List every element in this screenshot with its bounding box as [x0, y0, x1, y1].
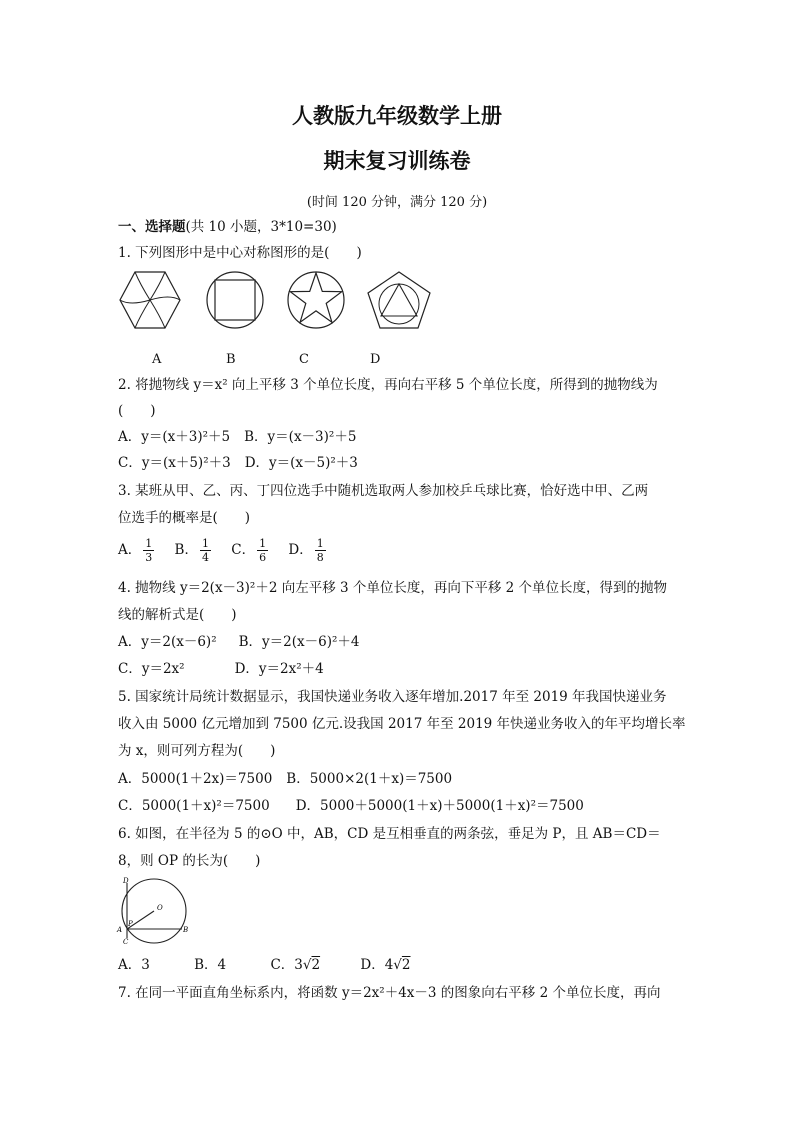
q5-options-row2 [118, 797, 598, 815]
q3-options [118, 537, 328, 564]
label-a: A [152, 352, 162, 367]
figure-d-pentagon-triangle [366, 270, 432, 330]
sqrt-sign: √ [302, 957, 312, 973]
figure-a-hexagon [118, 270, 182, 330]
q5-option-b: B．5000×2(1＋x)＝7500 [286, 771, 453, 787]
q3-option-c: C． [231, 542, 256, 558]
q6-line1: 6. 如图，在半径为 5 的⊙O 中，AB，CD 是互相垂直的两条弦，垂足为 P，且 AB＝CD＝ [118, 826, 661, 842]
label-d: D [370, 352, 381, 367]
q4-options-row2 [118, 660, 338, 678]
q2-line1: 2. 将抛物线 y＝x² 向上平移 3 个单位长度，再向右平移 5 个单位长度，所得到的抛物线为 [118, 377, 658, 393]
label-c-point: C [123, 938, 129, 946]
exam-info: (时间 120 分钟，满分 120 分) [306, 195, 488, 210]
q2-option-d: D．y＝(x－5)²＋3 [244, 455, 358, 471]
q2-options-row1 [118, 428, 370, 446]
fraction: $\frac{1}{6}$ [259, 537, 267, 564]
q6-line2: 8，则 OP 的长为( ) [118, 853, 261, 869]
label-c: C [299, 352, 309, 367]
q2-option-a: A．y＝(x＋3)²＋5 [118, 429, 231, 445]
q6-option-b: B．4 [194, 957, 227, 973]
q2-line2: ( ) [118, 403, 156, 419]
q5-option-c: C．5000(1＋x)²＝7500 [118, 798, 270, 814]
q6-option-a: A．3 [118, 957, 150, 973]
q6-option-c: C．3 [270, 957, 303, 973]
q5-option-a: A．5000(1＋2x)＝7500 [118, 771, 273, 787]
q6-options [118, 956, 411, 974]
q3-option-d: D． [288, 542, 313, 558]
q4-option-d: D．y＝2x²＋4 [234, 661, 324, 677]
q5-line1: 5. 国家统计局统计数据显示，我国快递业务收入逐年增加.2017 年至 2019 年我国快递业务 [118, 689, 667, 705]
label-d-point: D [123, 877, 129, 885]
q3-line1: 3. 某班从甲、乙、丙、丁四位选手中随机选取两人参加校乒乓球比赛，恰好选中甲、乙两 [118, 483, 649, 499]
q5-options-row1 [118, 770, 466, 788]
sqrt-radicand: 2 [401, 957, 411, 973]
doc-title: 人教版九年级数学上册 [292, 104, 502, 128]
figure-b-circle-square [205, 270, 265, 330]
section-note: (共 10 小题，3*10=30) [185, 219, 337, 235]
label-b-point: B [183, 926, 189, 934]
q5-option-d: D．5000＋5000(1＋x)＋5000(1＋x)²＝7500 [295, 798, 584, 814]
section-heading [118, 218, 337, 236]
q2-option-b: B．y＝(x－3)²＋5 [244, 429, 357, 445]
q2-options-row2 [118, 454, 372, 472]
figure-c-circle-star [286, 270, 346, 330]
q5-line2: 收入由 5000 亿元增加到 7500 亿元.设我国 2017 年至 2019 年快递业务收入的年平均增长率 [118, 716, 686, 732]
figure-circle-chords [114, 874, 194, 946]
q6-option-d: D．4 [360, 957, 394, 973]
label-a-point: A [117, 926, 123, 934]
label-p-point: P [128, 920, 133, 928]
q7-line1: 7. 在同一平面直角坐标系内，将函数 y＝2x²＋4x－3 的图象向右平移 2 个单位长度，再向 [118, 985, 661, 1001]
label-o-point: O [157, 904, 163, 912]
sqrt-radicand: 2 [311, 957, 321, 973]
q2-option-c: C．y＝(x＋5)²＋3 [118, 455, 231, 471]
fraction: $\frac{1}{4}$ [201, 537, 209, 564]
q5-line3: 为 x，则可列方程为( ) [118, 743, 276, 759]
q4-option-a: A．y＝2(x－6)² [118, 634, 217, 650]
q4-options-row1 [118, 633, 374, 651]
q3-option-b: B． [174, 542, 198, 558]
q4-line1: 4. 抛物线 y＝2(x－3)²＋2 向左平移 3 个单位长度，再向下平移 2 个单位长度，得到的抛物 [118, 580, 668, 596]
fraction: $\frac{1}{8}$ [316, 537, 324, 564]
q3-line2: 位选手的概率是( ) [118, 510, 251, 526]
q4-option-b: B．y＝2(x－6)²＋4 [238, 634, 360, 650]
sqrt-sign: √ [393, 957, 402, 973]
q4-line2: 线的解析式是( ) [118, 607, 237, 623]
label-b: B [226, 352, 236, 367]
section-title: 一、选择题 [118, 219, 186, 235]
fraction: $\frac{1}{3}$ [145, 537, 153, 564]
q4-option-c: C．y＝2x² [118, 661, 185, 677]
q3-option-a: A． [118, 542, 142, 558]
doc-subtitle-title: 期末复习训练卷 [323, 149, 471, 173]
q1-text: 1. 下列图形中是中心对称图形的是( ) [118, 245, 362, 261]
